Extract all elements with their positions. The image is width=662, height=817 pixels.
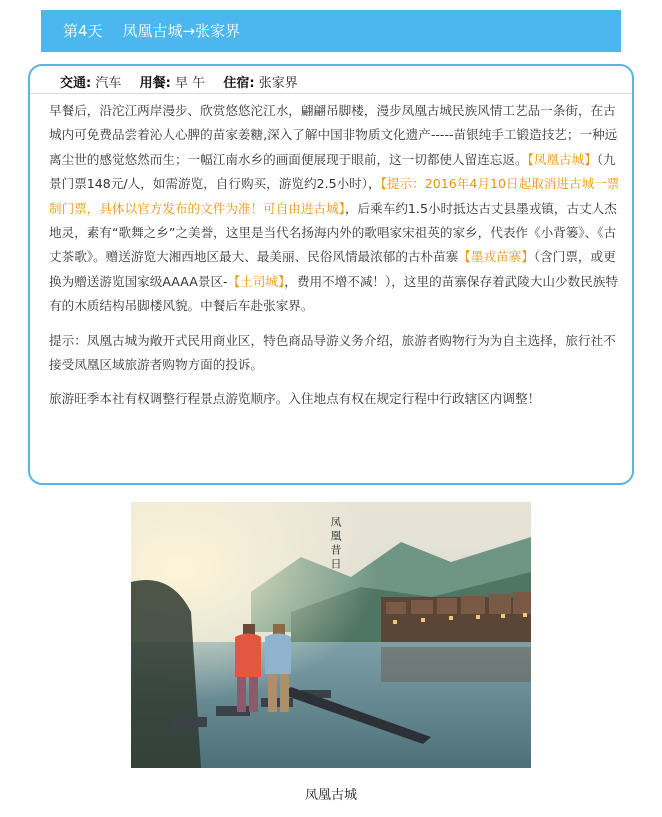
day-header	[41, 10, 621, 52]
shopping-notice: 提示：凤凰古城为敞开式民用商业区，特色商品导游义务介绍，旅游者购物行为为自主选择，旅行社不接受凤凰区域旅游者购物方面的投诉。	[49, 332, 616, 373]
fenghuang-photo	[131, 502, 531, 768]
info-divider	[30, 93, 632, 94]
meal-value: 早 午	[174, 76, 206, 91]
highlight-notice: 【提示：2016年4月10日起取消进古城一票制门票，具体以官方发布的文件为准！可自由进古城】	[49, 176, 620, 216]
highlight-tusi: 【土司城】	[227, 273, 285, 289]
itinerary-card	[28, 64, 634, 485]
stay-value: 张家界	[258, 76, 298, 91]
day-number: 第4天	[63, 22, 103, 40]
photo-caption: 凤凰古城	[304, 788, 357, 803]
text-segment: ，后乘车约1.5小时抵达古丈县墨戎镇，古丈人杰地灵，素有“歌舞之乡”之美誉，这里是当代名扬海内外的歌唱家宋祖英的家乡，代表作《小背篓》、《古丈茶歌》。赠送游览大湘西地区最大、最美丽、民俗风情最浓郁的古朴苗寨	[49, 200, 617, 265]
itinerary-content	[49, 99, 621, 422]
info-row	[60, 72, 298, 91]
itinerary-paragraph	[49, 99, 621, 319]
highlight-fenghuang: 【凤凰古城】	[527, 151, 597, 167]
transport-value: 汽车	[95, 76, 122, 91]
transport-label: 交通:	[60, 76, 92, 91]
text-segment: （含门票，或更换为赠送游览国家级AAAA景区-	[49, 249, 616, 289]
text-segment: 早餐后，沿沱江两岸漫步、欣赏悠悠沱江水，翩翩吊脚楼，漫步凤凰古城民族风情工艺品一条街，在古城内可免费品尝着沁人心脾的苗家姜糖,深入了解中国非物质文化遗产-----苗银纯手工锻造技艺；一种远离尘世的感觉悠然而生；一幅江南水乡的画面便展现于眼前，这一切都使人留连忘返。	[49, 103, 618, 167]
meal-label: 用餐:	[139, 76, 171, 91]
schedule-notice: 旅游旺季本社有权调整行程景点游览顺序。入住地点有权在规定行程中行政辖区内调整！	[49, 391, 541, 407]
text-segment: （九景门票148元/人，如需游览，自行购买，游览约2.5小时），	[49, 151, 616, 192]
text-segment: ，费用不增不减！），这里的苗寨保存着武陵大山少数民族特有的木质结构吊脚楼风貌。中餐后车赴张家界。	[49, 273, 618, 314]
photo-overlay-text: 凤凰昔日	[329, 516, 342, 572]
day-route: 凤凰古城→张家界	[122, 22, 241, 40]
highlight-morong: 【墨戎苗寨】	[458, 249, 534, 265]
stay-label: 住宿:	[223, 76, 255, 91]
